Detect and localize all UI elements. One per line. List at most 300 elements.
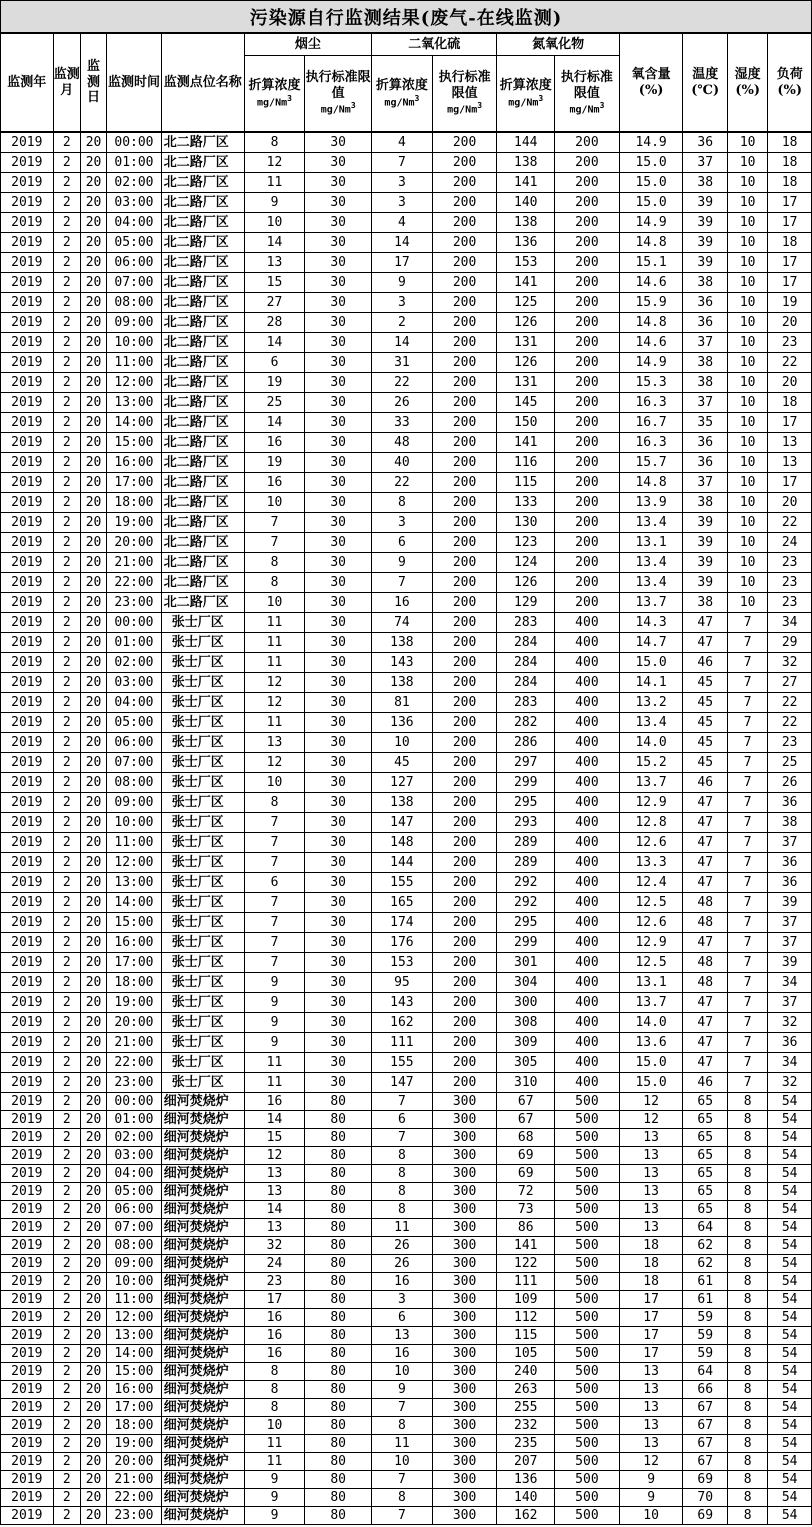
cell-year: 2019 — [1, 873, 54, 893]
cell-load: 54 — [768, 1255, 812, 1273]
cell-smoke-conc: 12 — [244, 153, 305, 173]
cell-smoke-limit: 80 — [305, 1165, 372, 1183]
cell-load: 39 — [768, 953, 812, 973]
cell-temp: 47 — [683, 933, 727, 953]
cell-temp: 39 — [683, 193, 727, 213]
cell-so2-conc: 2 — [372, 313, 433, 333]
cell-time: 02:00 — [107, 1129, 162, 1147]
cell-humidity: 7 — [727, 813, 767, 833]
header-nox-limit: 执行标准限值 mg/Nm$^3$ — [555, 56, 620, 132]
cell-time: 11:00 — [107, 1291, 162, 1309]
cell-so2-conc: 26 — [372, 393, 433, 413]
cell-day: 20 — [80, 1111, 106, 1129]
cell-day: 20 — [80, 1363, 106, 1381]
cell-nox-limit: 500 — [555, 1363, 620, 1381]
cell-load: 23 — [768, 553, 812, 573]
cell-site: 细河焚烧炉 — [161, 1111, 244, 1129]
cell-time: 06:00 — [107, 733, 162, 753]
table-row — [1, 1201, 812, 1219]
table-row — [1, 1093, 812, 1111]
cell-so2-conc: 3 — [372, 1291, 433, 1309]
cell-nox-limit: 500 — [555, 1255, 620, 1273]
cell-site: 北二路厂区 — [161, 373, 244, 393]
cell-nox-conc: 141 — [497, 433, 555, 453]
cell-smoke-conc: 10 — [244, 1417, 305, 1435]
table-row — [1, 233, 812, 253]
cell-month: 2 — [53, 1033, 80, 1053]
cell-temp: 67 — [683, 1435, 727, 1453]
cell-nox-limit: 200 — [555, 253, 620, 273]
cell-load: 54 — [768, 1129, 812, 1147]
table-row — [1, 433, 812, 453]
cell-nox-limit: 400 — [555, 1013, 620, 1033]
cell-month: 2 — [53, 1273, 80, 1291]
cell-site: 细河焚烧炉 — [161, 1435, 244, 1453]
cell-nox-conc: 125 — [497, 293, 555, 313]
cell-smoke-limit: 30 — [305, 673, 372, 693]
cell-humidity: 7 — [727, 1073, 767, 1093]
cell-nox-conc: 145 — [497, 393, 555, 413]
cell-so2-limit: 200 — [432, 133, 497, 153]
cell-o2: 15.2 — [619, 753, 683, 773]
cell-smoke-limit: 30 — [305, 653, 372, 673]
cell-smoke-conc: 8 — [244, 793, 305, 813]
cell-so2-conc: 8 — [372, 1201, 433, 1219]
cell-load: 54 — [768, 1093, 812, 1111]
cell-month: 2 — [53, 533, 80, 553]
cell-o2: 13 — [619, 1417, 683, 1435]
cell-nox-conc: 292 — [497, 873, 555, 893]
cell-so2-limit: 300 — [432, 1183, 497, 1201]
cell-so2-limit: 300 — [432, 1507, 497, 1525]
cell-load: 34 — [768, 613, 812, 633]
cell-month: 2 — [53, 1327, 80, 1345]
cell-month: 2 — [53, 1219, 80, 1237]
cell-month: 2 — [53, 833, 80, 853]
cell-year: 2019 — [1, 293, 54, 313]
cell-time: 22:00 — [107, 573, 162, 593]
cell-month: 2 — [53, 733, 80, 753]
cell-day: 20 — [80, 1417, 106, 1435]
cell-load: 23 — [768, 333, 812, 353]
cell-site: 张士厂区 — [161, 873, 244, 893]
cell-nox-conc: 126 — [497, 313, 555, 333]
cell-time: 05:00 — [107, 1183, 162, 1201]
cell-nox-limit: 500 — [555, 1129, 620, 1147]
cell-temp: 39 — [683, 533, 727, 553]
cell-temp: 37 — [683, 393, 727, 413]
cell-nox-limit: 400 — [555, 753, 620, 773]
cell-smoke-limit: 30 — [305, 1033, 372, 1053]
cell-time: 14:00 — [107, 1345, 162, 1363]
header-smoke-limit: 执行标准限值 mg/Nm$^3$ — [305, 56, 372, 132]
cell-time: 13:00 — [107, 393, 162, 413]
cell-so2-conc: 9 — [372, 553, 433, 573]
cell-nox-limit: 400 — [555, 833, 620, 853]
cell-so2-limit: 200 — [432, 593, 497, 613]
cell-year: 2019 — [1, 1417, 54, 1435]
table-row — [1, 253, 812, 273]
cell-humidity: 8 — [727, 1417, 767, 1435]
cell-time: 10:00 — [107, 333, 162, 353]
cell-year: 2019 — [1, 1309, 54, 1327]
cell-time: 21:00 — [107, 1033, 162, 1053]
cell-nox-conc: 292 — [497, 893, 555, 913]
cell-month: 2 — [53, 1147, 80, 1165]
cell-humidity: 10 — [727, 413, 767, 433]
table-row — [1, 1165, 812, 1183]
cell-smoke-conc: 10 — [244, 213, 305, 233]
cell-load: 17 — [768, 413, 812, 433]
cell-month: 2 — [53, 1471, 80, 1489]
cell-load: 54 — [768, 1111, 812, 1129]
cell-load: 36 — [768, 1033, 812, 1053]
cell-smoke-conc: 12 — [244, 753, 305, 773]
cell-smoke-conc: 8 — [244, 1399, 305, 1417]
cell-smoke-conc: 11 — [244, 653, 305, 673]
cell-smoke-conc: 13 — [244, 1183, 305, 1201]
cell-humidity: 10 — [727, 153, 767, 173]
cell-so2-conc: 45 — [372, 753, 433, 773]
cell-nox-limit: 500 — [555, 1507, 620, 1525]
cell-humidity: 8 — [727, 1381, 767, 1399]
cell-day: 20 — [80, 653, 106, 673]
cell-month: 2 — [53, 1291, 80, 1309]
cell-site: 北二路厂区 — [161, 333, 244, 353]
cell-nox-conc: 129 — [497, 593, 555, 613]
cell-smoke-conc: 9 — [244, 1013, 305, 1033]
cell-temp: 39 — [683, 553, 727, 573]
cell-so2-limit: 200 — [432, 553, 497, 573]
cell-temp: 38 — [683, 373, 727, 393]
table-row — [1, 1273, 812, 1291]
cell-site: 细河焚烧炉 — [161, 1129, 244, 1147]
cell-smoke-conc: 9 — [244, 1033, 305, 1053]
cell-o2: 14.8 — [619, 233, 683, 253]
cell-so2-limit: 200 — [432, 433, 497, 453]
cell-load: 27 — [768, 673, 812, 693]
cell-so2-limit: 200 — [432, 273, 497, 293]
cell-year: 2019 — [1, 893, 54, 913]
cell-month: 2 — [53, 1053, 80, 1073]
cell-site: 北二路厂区 — [161, 293, 244, 313]
table-row — [1, 473, 812, 493]
cell-o2: 13.4 — [619, 553, 683, 573]
cell-time: 03:00 — [107, 193, 162, 213]
cell-nox-limit: 400 — [555, 613, 620, 633]
cell-time: 17:00 — [107, 953, 162, 973]
cell-month: 2 — [53, 1345, 80, 1363]
cell-load: 17 — [768, 273, 812, 293]
cell-time: 14:00 — [107, 893, 162, 913]
table-row — [1, 873, 812, 893]
cell-load: 36 — [768, 793, 812, 813]
table-row — [1, 1033, 812, 1053]
cell-humidity: 7 — [727, 873, 767, 893]
cell-day: 20 — [80, 173, 106, 193]
cell-load: 17 — [768, 473, 812, 493]
cell-nox-limit: 400 — [555, 913, 620, 933]
cell-temp: 65 — [683, 1183, 727, 1201]
cell-year: 2019 — [1, 393, 54, 413]
cell-smoke-conc: 11 — [244, 1053, 305, 1073]
cell-nox-conc: 263 — [497, 1381, 555, 1399]
cell-year: 2019 — [1, 1291, 54, 1309]
cell-so2-limit: 300 — [432, 1363, 497, 1381]
cell-time: 09:00 — [107, 313, 162, 333]
cell-o2: 14.8 — [619, 313, 683, 333]
cell-year: 2019 — [1, 353, 54, 373]
cell-smoke-conc: 13 — [244, 733, 305, 753]
cell-year: 2019 — [1, 173, 54, 193]
cell-site: 北二路厂区 — [161, 153, 244, 173]
cell-time: 15:00 — [107, 913, 162, 933]
cell-year: 2019 — [1, 233, 54, 253]
cell-day: 20 — [80, 433, 106, 453]
cell-nox-limit: 400 — [555, 933, 620, 953]
cell-time: 08:00 — [107, 293, 162, 313]
cell-so2-limit: 200 — [432, 813, 497, 833]
cell-temp: 47 — [683, 1053, 727, 1073]
cell-month: 2 — [53, 613, 80, 633]
table-row — [1, 373, 812, 393]
cell-month: 2 — [53, 1489, 80, 1507]
cell-nox-conc: 300 — [497, 993, 555, 1013]
cell-so2-limit: 200 — [432, 413, 497, 433]
cell-so2-conc: 22 — [372, 473, 433, 493]
cell-site: 张士厂区 — [161, 953, 244, 973]
cell-o2: 13.6 — [619, 1033, 683, 1053]
cell-so2-limit: 200 — [432, 373, 497, 393]
cell-so2-limit: 200 — [432, 213, 497, 233]
cell-o2: 13 — [619, 1201, 683, 1219]
cell-o2: 13.1 — [619, 533, 683, 553]
cell-site: 北二路厂区 — [161, 313, 244, 333]
cell-nox-limit: 400 — [555, 1073, 620, 1093]
cell-humidity: 7 — [727, 1053, 767, 1073]
cell-so2-conc: 7 — [372, 1471, 433, 1489]
cell-month: 2 — [53, 773, 80, 793]
cell-so2-limit: 200 — [432, 253, 497, 273]
cell-smoke-conc: 8 — [244, 1381, 305, 1399]
cell-smoke-limit: 80 — [305, 1399, 372, 1417]
cell-site: 张士厂区 — [161, 793, 244, 813]
cell-temp: 65 — [683, 1147, 727, 1165]
cell-so2-conc: 176 — [372, 933, 433, 953]
cell-smoke-limit: 80 — [305, 1093, 372, 1111]
cell-smoke-limit: 30 — [305, 253, 372, 273]
cell-year: 2019 — [1, 953, 54, 973]
cell-site: 细河焚烧炉 — [161, 1165, 244, 1183]
cell-year: 2019 — [1, 593, 54, 613]
cell-time: 10:00 — [107, 1273, 162, 1291]
cell-site: 张士厂区 — [161, 673, 244, 693]
cell-smoke-limit: 80 — [305, 1471, 372, 1489]
cell-nox-limit: 400 — [555, 873, 620, 893]
cell-so2-limit: 300 — [432, 1273, 497, 1291]
cell-temp: 38 — [683, 273, 727, 293]
cell-load: 54 — [768, 1399, 812, 1417]
cell-so2-conc: 81 — [372, 693, 433, 713]
cell-o2: 13.9 — [619, 493, 683, 513]
table-row — [1, 1489, 812, 1507]
cell-smoke-limit: 30 — [305, 233, 372, 253]
cell-so2-conc: 147 — [372, 813, 433, 833]
cell-site: 北二路厂区 — [161, 413, 244, 433]
cell-site: 张士厂区 — [161, 973, 244, 993]
cell-load: 25 — [768, 753, 812, 773]
cell-load: 54 — [768, 1507, 812, 1525]
cell-so2-limit: 200 — [432, 453, 497, 473]
cell-so2-conc: 8 — [372, 1489, 433, 1507]
cell-month: 2 — [53, 133, 80, 153]
cell-o2: 13 — [619, 1435, 683, 1453]
cell-smoke-limit: 30 — [305, 813, 372, 833]
cell-smoke-conc: 10 — [244, 773, 305, 793]
cell-o2: 13 — [619, 1363, 683, 1381]
cell-so2-limit: 200 — [432, 753, 497, 773]
cell-smoke-conc: 9 — [244, 1507, 305, 1525]
cell-time: 22:00 — [107, 1053, 162, 1073]
cell-month: 2 — [53, 153, 80, 173]
table-row — [1, 613, 812, 633]
cell-humidity: 10 — [727, 293, 767, 313]
cell-load: 54 — [768, 1381, 812, 1399]
cell-nox-limit: 200 — [555, 473, 620, 493]
cell-day: 20 — [80, 853, 106, 873]
table-row — [1, 1435, 812, 1453]
cell-site: 细河焚烧炉 — [161, 1255, 244, 1273]
table-row — [1, 213, 812, 233]
cell-so2-limit: 200 — [432, 573, 497, 593]
cell-site: 细河焚烧炉 — [161, 1201, 244, 1219]
cell-month: 2 — [53, 1309, 80, 1327]
cell-humidity: 8 — [727, 1183, 767, 1201]
header-site: 监测点位名称 — [161, 34, 244, 132]
cell-so2-limit: 200 — [432, 913, 497, 933]
cell-smoke-limit: 30 — [305, 1013, 372, 1033]
cell-smoke-limit: 80 — [305, 1273, 372, 1291]
cell-humidity: 10 — [727, 233, 767, 253]
table-row — [1, 853, 812, 873]
cell-so2-limit: 200 — [432, 173, 497, 193]
cell-so2-conc: 95 — [372, 973, 433, 993]
cell-load: 20 — [768, 373, 812, 393]
cell-nox-conc: 255 — [497, 1399, 555, 1417]
cell-time: 05:00 — [107, 713, 162, 733]
cell-smoke-conc: 7 — [244, 853, 305, 873]
cell-so2-conc: 26 — [372, 1237, 433, 1255]
cell-o2: 9 — [619, 1471, 683, 1489]
cell-smoke-limit: 30 — [305, 153, 372, 173]
cell-humidity: 8 — [727, 1219, 767, 1237]
cell-year: 2019 — [1, 613, 54, 633]
cell-smoke-conc: 11 — [244, 633, 305, 653]
cell-month: 2 — [53, 513, 80, 533]
cell-nox-conc: 138 — [497, 153, 555, 173]
cell-month: 2 — [53, 493, 80, 513]
cell-smoke-conc: 9 — [244, 993, 305, 1013]
cell-day: 20 — [80, 1073, 106, 1093]
table-row — [1, 1073, 812, 1093]
cell-so2-limit: 200 — [432, 873, 497, 893]
cell-o2: 14.9 — [619, 213, 683, 233]
table-row — [1, 913, 812, 933]
cell-year: 2019 — [1, 1435, 54, 1453]
cell-smoke-conc: 24 — [244, 1255, 305, 1273]
cell-smoke-conc: 7 — [244, 913, 305, 933]
cell-year: 2019 — [1, 1201, 54, 1219]
cell-site: 张士厂区 — [161, 733, 244, 753]
cell-site: 细河焚烧炉 — [161, 1309, 244, 1327]
cell-o2: 15.9 — [619, 293, 683, 313]
cell-time: 15:00 — [107, 433, 162, 453]
cell-year: 2019 — [1, 373, 54, 393]
cell-temp: 59 — [683, 1309, 727, 1327]
cell-so2-limit: 200 — [432, 653, 497, 673]
cell-day: 20 — [80, 473, 106, 493]
cell-humidity: 8 — [727, 1435, 767, 1453]
cell-month: 2 — [53, 893, 80, 913]
header-so2-limit: 执行标准限值 mg/Nm$^3$ — [432, 56, 497, 132]
cell-month: 2 — [53, 993, 80, 1013]
cell-load: 54 — [768, 1273, 812, 1291]
cell-month: 2 — [53, 793, 80, 813]
cell-temp: 45 — [683, 753, 727, 773]
cell-site: 张士厂区 — [161, 1053, 244, 1073]
cell-load: 32 — [768, 653, 812, 673]
cell-site: 细河焚烧炉 — [161, 1471, 244, 1489]
cell-humidity: 8 — [727, 1255, 767, 1273]
cell-o2: 15.0 — [619, 173, 683, 193]
table-row — [1, 893, 812, 913]
cell-o2: 9 — [619, 1489, 683, 1507]
cell-o2: 13.4 — [619, 573, 683, 593]
cell-day: 20 — [80, 1165, 106, 1183]
cell-smoke-conc: 6 — [244, 873, 305, 893]
header-temp: 温度(℃) — [683, 34, 727, 132]
cell-time: 18:00 — [107, 493, 162, 513]
cell-so2-conc: 10 — [372, 1453, 433, 1471]
cell-so2-limit: 200 — [432, 613, 497, 633]
cell-year: 2019 — [1, 1345, 54, 1363]
cell-humidity: 10 — [727, 533, 767, 553]
header-humidity: 湿度(%) — [727, 34, 767, 132]
cell-nox-conc: 308 — [497, 1013, 555, 1033]
cell-nox-limit: 400 — [555, 813, 620, 833]
cell-nox-limit: 200 — [555, 593, 620, 613]
cell-nox-limit: 200 — [555, 213, 620, 233]
cell-smoke-limit: 30 — [305, 573, 372, 593]
cell-nox-conc: 283 — [497, 693, 555, 713]
cell-so2-conc: 10 — [372, 733, 433, 753]
cell-nox-limit: 200 — [555, 313, 620, 333]
cell-month: 2 — [53, 673, 80, 693]
cell-year: 2019 — [1, 1053, 54, 1073]
cell-nox-conc: 297 — [497, 753, 555, 773]
cell-humidity: 7 — [727, 1013, 767, 1033]
cell-time: 16:00 — [107, 933, 162, 953]
cell-year: 2019 — [1, 1129, 54, 1147]
cell-so2-limit: 200 — [432, 353, 497, 373]
cell-load: 36 — [768, 873, 812, 893]
cell-site: 细河焚烧炉 — [161, 1399, 244, 1417]
cell-humidity: 8 — [727, 1165, 767, 1183]
cell-o2: 13 — [619, 1219, 683, 1237]
cell-o2: 13.4 — [619, 513, 683, 533]
cell-site: 细河焚烧炉 — [161, 1489, 244, 1507]
cell-humidity: 10 — [727, 313, 767, 333]
